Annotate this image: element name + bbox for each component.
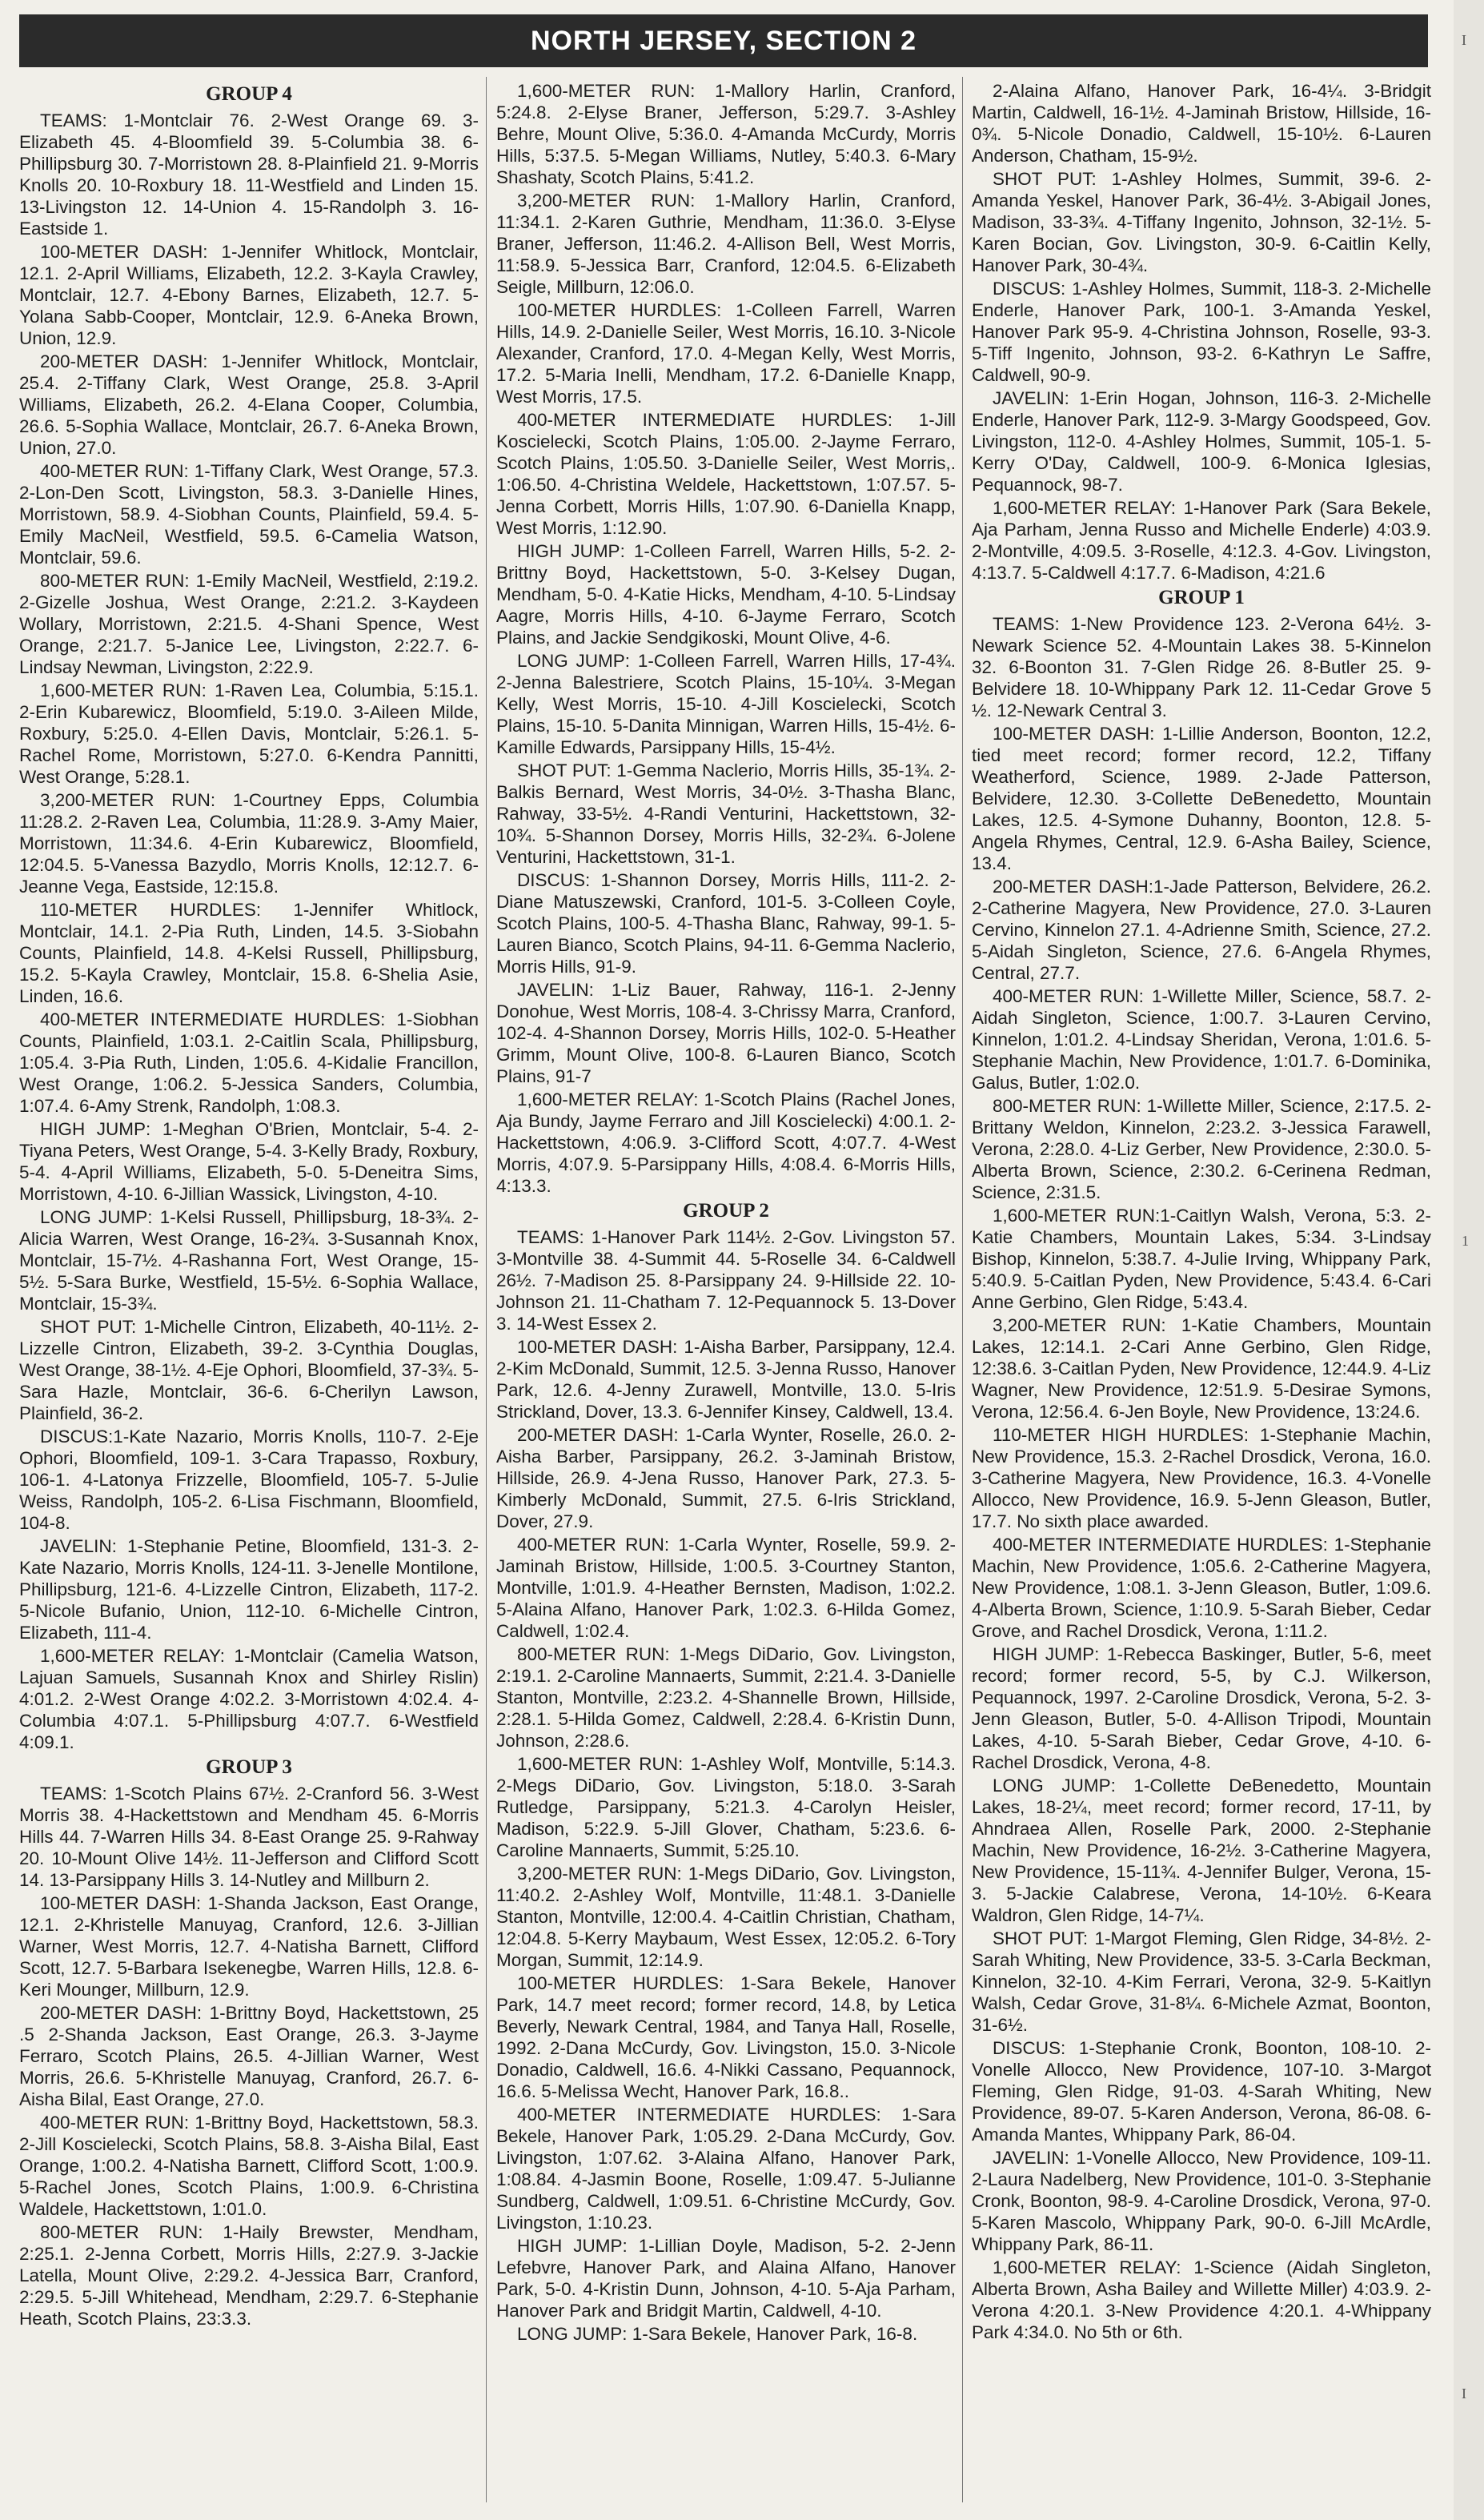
- event-result-paragraph: 100-METER DASH: 1-Aisha Barber, Parsippany, 12.4. 2-Kim McDonald, Summit, 12.5. 3-Jenna Russo, Hanover Park, 12.6. 4-Jenny Zurawell, Montville, 13.0. 5-Iris Strickland, Dover, 13.3. 6-Jennifer Kinsey, Caldwell, 13.4.: [496, 1337, 956, 1422]
- event-result-paragraph: LONG JUMP: 1-Colleen Farrell, Warren Hills, 17-4¾. 2-Jenna Balestriere, Scotch Plains, 15-10¼. 3-Megan Kelly, West Morris, 15-10. 4-Jill Koscielecki, Scotch Plains, 15-10. 5-Danita Minnigan, Warren Hills, 15-4½. 6-Kamille Edwards, Parsippany Hills, 15-4½.: [496, 651, 956, 757]
- results-column-1: [19, 80, 479, 2331]
- event-result-paragraph: TEAMS: 1-Scotch Plains 67½. 2-Cranford 56. 3-West Morris 38. 4-Hackettstown and Mendham 45. 6-Morris Hills 44. 7-Warren Hills 34. 8-East Orange 25. 9-Rahway 20. 10-Mount Olive 14½. 11-Jefferson and Clifford Scott 14. 13-Parsippany Hills 3. 14-Nutley and Millburn 2.: [19, 1784, 479, 1890]
- edge-mark: I: [1462, 32, 1466, 48]
- event-result-paragraph: 100-METER DASH: 1-Shanda Jackson, East Orange, 12.1. 2-Khristelle Manuyag, Cranford, 12.6. 3-Jillian Warner, West Morris, 12.7. 4-Natisha Barnett, Clifford Scott, 12.7. 5-Barbara Isekenegbe, Warren Hills, 12.8. 6-Keri Mounger, Millburn, 12.9.: [19, 1893, 479, 2000]
- event-result-paragraph: 110-METER HIGH HURDLES: 1-Stephanie Machin, New Providence, 15.3. 2-Rachel Drosdick, Verona, 16.0. 3-Catherine Magyera, New Providence, 16.3. 4-Vonelle Allocco, New Providence, 16.9. 5-Jenn Gleason, Butler, 17.7. No sixth place awarded.: [972, 1425, 1431, 1531]
- event-result-paragraph: 400-METER RUN: 1-Brittny Boyd, Hackettstown, 58.3. 2-Jill Koscielecki, Scotch Plains, 58.8. 3-Aisha Bilal, East Orange, 1:00.2. 4-Natisha Barnett, Clifford Scott, 1:00.9. 5-Rachel Jones, Scotch Plains, 1:00.9. 6-Christina Waldele, Hackettstown, 1:01.0.: [19, 2113, 479, 2219]
- event-result-paragraph: HIGH JUMP: 1-Rebecca Baskinger, Butler, 5-6, meet record; former record, 5-5, by C.J. Wilkerson, Pequannock, 1997. 2-Caroline Drosdick, Verona, 5-2. 3-Jenn Gleason, Butler, 5-0. 4-Allison Tripodi, Mountain Lakes, 4-10. 5-Sarah Bieber, Cedar Grove, 4-10. 6-Rachel Drosdick, Verona, 4-8.: [972, 1644, 1431, 1772]
- adjacent-page-edge: [1454, 0, 1484, 2520]
- event-result-paragraph: 3,200-METER RUN: 1-Megs DiDario, Gov. Livingston, 11:40.2. 2-Ashley Wolf, Montville, 11:48.1. 3-Danielle Stanton, Montville, 12:00.4. 4-Caitlin Christian, Chatham, 12:04.8. 5-Kerry Maybaum, West Essex, 12:05.2. 6-Tory Morgan, Summit, 12:14.9.: [496, 1864, 956, 1970]
- event-result-paragraph: 100-METER DASH: 1-Jennifer Whitlock, Montclair, 12.1. 2-April Williams, Elizabeth, 12.2. 3-Kayla Crawley, Montclair, 12.7. 4-Ebony Barnes, Elizabeth, 12.7. 5-Yolana Sabb-Cooper, Montclair, 12.9. 6-Aneka Brown, Union, 12.9.: [19, 242, 479, 348]
- event-result-paragraph: 1,600-METER RELAY: 1-Hanover Park (Sara Bekele, Aja Parham, Jenna Russo and Michelle Enderle) 4:03.9. 2-Montville, 4:09.5. 3-Roselle, 4:12.3. 4-Gov. Livingston, 4:13.7. 5-Caldwell 4:17.7. 6-Madison, 4:21.6: [972, 498, 1431, 583]
- event-result-paragraph: 200-METER DASH: 1-Carla Wynter, Roselle, 26.0. 2-Aisha Barber, Parsippany, 26.2. 3-Jaminah Bristow, Hillside, 26.9. 4-Jena Russo, Hanover Park, 27.3. 5-Kimberly McDonald, Summit, 27.5. 6-Iris Strickland, Dover, 27.9.: [496, 1425, 956, 1531]
- event-result-paragraph: 3,200-METER RUN: 1-Courtney Epps, Columbia 11:28.2. 2-Raven Lea, Columbia, 11:28.9. 3-Amy Maier, Morristown, 11:34.6. 4-Erin Kubarewicz, Bloomfield, 12:04.5. 5-Vanessa Bazydlo, Morris Knolls, 12:12.7. 6-Jeanne Vega, Eastside, 12:15.8.: [19, 790, 479, 897]
- edge-mark: 1: [1462, 1233, 1469, 1249]
- event-result-paragraph: 100-METER DASH: 1-Lillie Anderson, Boonton, 12.2, tied meet record; former record, 12.2, Tiffany Weatherford, Science, 1989. 2-Jade Patterson, Belvidere, 12.30. 3-Collette DeBenedetto, Mountain Lakes, 12.5. 4-Symone Duhanny, Boonton, 12.8. 5-Angela Rhymes, Central, 12.9. 6-Asha Bailey, Science, 13.4.: [972, 724, 1431, 873]
- event-result-paragraph: JAVELIN: 1-Stephanie Petine, Bloomfield, 131-3. 2-Kate Nazario, Morris Knolls, 124-11. 3-Jenelle Montilone, Phillipsburg, 121-6. 4-Lizzelle Cintron, Elizabeth, 117-2. 5-Nicole Bufanio, Union, 112-10. 6-Michelle Cintron, Elizabeth, 111-4.: [19, 1536, 479, 1643]
- event-result-paragraph: 1,600-METER RUN:1-Caitlyn Walsh, Verona, 5:3. 2-Katie Chambers, Mountain Lakes, 5:34. 3-Lindsay Bishop, Kinnelon, 5:38.7. 4-Julie Irving, Whippany Park, 5:40.9. 5-Caitlan Pyden, New Providence, 5:43.4. 6-Cari Anne Gerbino, Glen Ridge, 5:43.4.: [972, 1206, 1431, 1312]
- group-heading: GROUP 4: [206, 83, 292, 105]
- event-result-paragraph: 200-METER DASH: 1-Jennifer Whitlock, Montclair, 25.4. 2-Tiffany Clark, West Orange, 25.8. 3-April Williams, Elizabeth, 26.2. 4-Elana Cooper, Columbia, 26.6. 5-Sophia Wallace, Montclair, 26.7. 6-Aneka Brown, Union, 27.0.: [19, 351, 479, 458]
- event-result-paragraph: HIGH JUMP: 1-Colleen Farrell, Warren Hills, 5-2. 2-Brittny Boyd, Hackettstown, 5-0. 3-Kelsey Dugan, Mendham, 5-0. 4-Katie Hicks, Mendham, 4-10. 5-Lindsay Aagre, Morris Hills, 4-10. 6-Jayme Ferraro, Scotch Plains, and Jackie Sendgikoski, Mount Olive, 4-6.: [496, 541, 956, 648]
- event-result-paragraph: 1,600-METER RELAY: 1-Scotch Plains (Rachel Jones, Aja Bundy, Jayme Ferraro and Jill Koscielecki) 4:00.1. 2-Hackettstown, 4:06.9. 3-Clifford Scott, 4:07.7. 4-West Morris, 4:07.9. 5-Parsippany Hills, 4:08.4. 6-Morris Hills, 4:13.3.: [496, 1089, 956, 1196]
- event-result-paragraph: 1,600-METER RUN: 1-Raven Lea, Columbia, 5:15.1. 2-Erin Kubarewicz, Bloomfield, 5:19.0. 3-Aileen Milde, Roxbury, 5:25.0. 4-Ellen Davis, Montclair, 5:26.1. 5-Rachel Rome, Morristown, 5:27.0. 6-Kendra Pannitti, West Orange, 5:28.1.: [19, 680, 479, 787]
- event-result-paragraph: 400-METER RUN: 1-Carla Wynter, Roselle, 59.9. 2-Jaminah Bristow, Hillside, 1:00.5. 3-Courtney Stanton, Montville, 1:01.9. 4-Heather Bernsten, Madison, 1:02.2. 5-Alaina Alfano, Hanover Park, 1:02.3. 6-Hilda Gomez, Caldwell, 1:02.4.: [496, 1535, 956, 1641]
- event-result-paragraph: 800-METER RUN: 1-Emily MacNeil, Westfield, 2:19.2. 2-Gizelle Joshua, West Orange, 2:21.2. 3-Kaydeen Wollary, Morristown, 2:21.5. 4-Shani Spence, West Orange, 2:21.7. 5-Janice Lee, Livingston, 2:22.7. 6-Lindsay Newman, Livingston, 2:22.9.: [19, 571, 479, 677]
- event-result-paragraph: LONG JUMP: 1-Collette DeBenedetto, Mountain Lakes, 18-2¼, meet record; former record, 17-11, by Ahndraea Allen, Roselle Park, 2000. 2-Stephanie Machin, New Providence, 16-2½. 3-Catherine Magyera, New Providence, 15-11¾. 4-Jennifer Bulger, Verona, 15-3. 5-Jackie Calabrese, Verona, 14-10½. 6-Keara Waldron, Glen Ridge, 14-7¼.: [972, 1776, 1431, 1925]
- event-result-paragraph: JAVELIN: 1-Liz Bauer, Rahway, 116-1. 2-Jenny Donohue, West Morris, 108-4. 3-Chrissy Marra, Cranford, 102-4. 4-Shannon Dorsey, Morris Hills, 102-0. 5-Heather Grimm, Mount Olive, 100-8. 6-Lauren Bianco, Scotch Plains, 91-7: [496, 980, 956, 1086]
- event-result-paragraph: 1,600-METER RELAY: 1-Montclair (Camelia Watson, Lajuan Samuels, Susannah Knox and Shirley Rislin) 4:01.2. 2-West Orange 4:02.2. 3-Morristown 4:02.4. 4-Columbia 4:07.1. 5-Phillipsburg 4:07.7. 6-Westfield 4:09.1.: [19, 1646, 479, 1752]
- event-result-paragraph: 400-METER RUN: 1-Tiffany Clark, West Orange, 57.3. 2-Lon-Den Scott, Livingston, 58.3. 3-Danielle Hines, Morristown, 58.9. 4-Siobhan Counts, Plainfield, 59.4. 5-Emily MacNeil, Westfield, 59.5. 6-Camelia Watson, Montclair, 59.6.: [19, 461, 479, 568]
- event-result-paragraph: 100-METER HURDLES: 1-Sara Bekele, Hanover Park, 14.7 meet record; former record, 14.8, by Letica Beverly, Newark Central, 1984, and Tanya Hall, Roselle, 1992. 2-Dana McCurdy, Gov. Livingston, 15.0. 3-Nicole Donadio, Caldwell, 16.6. 4-Nikki Cassano, Pequannock, 16.6. 5-Melissa Wecht, Hanover Park, 16.8..: [496, 1973, 956, 2101]
- event-result-paragraph: DISCUS:1-Kate Nazario, Morris Knolls, 110-7. 2-Eje Ophori, Bloomfield, 109-1. 3-Cara Trapasso, Roxbury, 106-1. 4-Latonya Frizzelle, Bloomfield, 105-7. 5-Julie Weiss, Randolph, 105-2. 6-Lisa Fischmann, Bloomfield, 104-8.: [19, 1427, 479, 1533]
- event-result-paragraph: DISCUS: 1-Ashley Holmes, Summit, 118-3. 2-Michelle Enderle, Hanover Park, 100-1. 3-Amanda Yeskel, Hanover Park 95-9. 4-Christina Johnson, Roselle, 93-3. 5-Tiff Ingenito, Johnson, 93-2. 6-Kathryn Le Saffre, Caldwell, 90-9.: [972, 279, 1431, 385]
- event-result-paragraph: 400-METER INTERMEDIATE HURDLES: 1-Jill Koscielecki, Scotch Plains, 1:05.00. 2-Jayme Ferraro, Scotch Plains, 1:05.50. 3-Danielle Seiler, West Morris,. 1:06.50. 4-Christina Weldele, Hackettstown, 1:07.57. 5-Jenna Corbett, Morris Hills, 1:07.90. 6-Daniella Knapp, West Morris, 1:12.90.: [496, 410, 956, 538]
- event-result-paragraph: 3,200-METER RUN: 1-Mallory Harlin, Cranford, 11:34.1. 2-Karen Guthrie, Mendham, 11:36.0. 3-Elyse Braner, Jefferson, 11:46.2. 4-Allison Bell, West Morris, 11:58.9. 5-Jessica Barr, Cranford, 12:04.5. 6-Elizabeth Seigle, Millburn, 12:06.0.: [496, 191, 956, 297]
- event-result-paragraph: LONG JUMP: 1-Kelsi Russell, Phillipsburg, 18-3¾. 2-Alicia Warren, West Orange, 16-2¾. 3-Susannah Knox, Montclair, 15-7½. 4-Rashanna Fort, West Orange, 15-5½. 5-Sara Burke, Westfield, 15-5½. 6-Sophia Wallace, Montclair, 15-3¾.: [19, 1207, 479, 1314]
- group-heading: GROUP 2: [683, 1200, 769, 1222]
- event-result-paragraph: JAVELIN: 1-Erin Hogan, Johnson, 116-3. 2-Michelle Enderle, Hanover Park, 112-9. 3-Margy Goodspeed, Gov. Livingston, 112-0. 4-Ashley Holmes, Summit, 105-1. 5-Kerry O'Day, Caldwell, 100-9. 6-Monica Iglesias, Pequannock, 98-7.: [972, 388, 1431, 495]
- event-result-paragraph: 800-METER RUN: 1-Haily Brewster, Mendham, 2:25.1. 2-Jenna Corbett, Morris Hills, 2:27.9. 3-Jackie Latella, Mount Olive, 2:29.2. 4-Jessica Barr, Cranford, 2:29.5. 5-Jill Whitehead, Mendham, 2:29.7. 6-Stephanie Heath, Scotch Plains, 23:3.3.: [19, 2222, 479, 2329]
- event-result-paragraph: 200-METER DASH:1-Jade Patterson, Belvidere, 26.2. 2-Catherine Magyera, New Providence, 27.0. 3-Lauren Cervino, Kinnelon 27.1. 4-Adrienne Smith, Science, 27.2. 5-Aidah Singleton, Science, 27.6. 6-Angela Rhymes, Central, 27.7.: [972, 877, 1431, 983]
- event-result-paragraph: 400-METER RUN: 1-Willette Miller, Science, 58.7. 2-Aidah Singleton, Science, 1:00.7. 3-Lauren Cervino, Kinnelon, 1:01.2. 4-Lindsay Sheridan, Verona, 1:01.6. 5-Stephanie Machin, New Providence, 1:01.7. 6-Dominika, Galus, Butler, 1:02.0.: [972, 986, 1431, 1093]
- event-result-paragraph: DISCUS: 1-Shannon Dorsey, Morris Hills, 111-2. 2-Diane Matuszewski, Cranford, 101-5. 3-Colleen Coyle, Scotch Plains, 100-5. 4-Thasha Blanc, Rahway, 99-1. 5-Lauren Bianco, Scotch Plains, 94-11. 6-Gemma Naclerio, Morris Hills, 91-9.: [496, 870, 956, 977]
- event-result-paragraph: SHOT PUT: 1-Michelle Cintron, Elizabeth, 40-11½. 2-Lizzelle Cintron, Elizabeth, 39-2. 3-Cynthia Douglas, West Orange, 38-1½. 4-Eje Ophori, Bloomfield, 37-3¾. 5-Sara Hazle, Montclair, 36-6. 6-Cherilyn Lawson, Plainfield, 36-2.: [19, 1317, 479, 1423]
- event-result-paragraph: TEAMS: 1-Montclair 76. 2-West Orange 69. 3-Elizabeth 45. 4-Bloomfield 39. 5-Columbia 38. 6-Phillipsburg 30. 7-Morristown 28. 8-Plainfield 21. 9-Morris Knolls 20. 10-Roxbury 18. 11-Westfield and Linden 15. 13-Livingston 12. 14-Union 4. 15-Randolph 3. 16-Eastside 1.: [19, 110, 479, 239]
- edge-mark: I: [1462, 2386, 1466, 2402]
- group-heading: GROUP 1: [1158, 587, 1245, 608]
- event-result-paragraph: 800-METER RUN: 1-Willette Miller, Science, 2:17.5. 2-Brittany Weldon, Kinnelon, 2:23.2. 3-Jessica Farawell, Verona, 2:28.0. 4-Liz Gerber, New Providence, 2:30.0. 5-Alberta Brown, Science, 2:30.2. 6-Cerinena Redman, Science, 2:31.5.: [972, 1096, 1431, 1202]
- event-result-paragraph: 1,600-METER RELAY: 1-Science (Aidah Singleton, Alberta Brown, Asha Bailey and Willette Miller) 4:03.9. 2-Verona 4:20.1. 3-New Providence 4:20.1. 4-Whippany Park 4:34.0. No 5th or 6th.: [972, 2257, 1431, 2342]
- event-result-paragraph: SHOT PUT: 1-Ashley Holmes, Summit, 39-6. 2-Amanda Yeskel, Hanover Park, 36-4½. 3-Abigail Jones, Madison, 33-3¾. 4-Tiffany Ingenito, Johnson, 32-1½. 5-Karen Bocian, Gov. Livingston, 30-9. 6-Caitlin Kelly, Hanover Park, 30-4¾.: [972, 169, 1431, 275]
- event-result-paragraph: TEAMS: 1-New Providence 123. 2-Verona 64½. 3-Newark Science 52. 4-Mountain Lakes 38. 5-Kinnelon 32. 6-Boonton 31. 7-Glen Ridge 26. 8-Butler 25. 9-Belvidere 18. 10-Whippany Park 12. 11-Cedar Grove 5 ½. 12-Newark Central 3.: [972, 614, 1431, 720]
- event-result-paragraph: HIGH JUMP: 1-Lillian Doyle, Madison, 5-2. 2-Jenn Lefebvre, Hanover Park, and Alaina Alfano, Hanover Park, 5-0. 4-Kristin Dunn, Johnson, 4-10. 5-Aja Parham, Hanover Park and Bridgit Martin, Caldwell, 4-10.: [496, 2236, 956, 2321]
- section-title: NORTH JERSEY, SECTION 2: [530, 25, 917, 56]
- event-result-paragraph: HIGH JUMP: 1-Meghan O'Brien, Montclair, 5-4. 2-Tiyana Peters, West Orange, 5-4. 3-Kelly Brady, Roxbury, 5-4. 4-April Williams, Elizabeth, 5-0. 5-Deneitra Sims, Morristown, 4-10. 6-Jillian Wassick, Livingston, 4-10.: [19, 1119, 479, 1204]
- event-result-paragraph: LONG JUMP: 1-Sara Bekele, Hanover Park, 16-8.: [517, 2324, 918, 2344]
- column-divider: [486, 77, 487, 2502]
- event-result-paragraph: JAVELIN: 1-Vonelle Allocco, New Providence, 109-11. 2-Laura Nadelberg, New Providence, 101-0. 3-Stephanie Cronk, Boonton, 98-9. 4-Caroline Drosdick, Verona, 97-0. 5-Karen Mascolo, Whippany Park, 90-0. 6-Jill McArdle, Whippany Park, 86-11.: [972, 2148, 1431, 2254]
- event-result-paragraph: 110-METER HURDLES: 1-Jennifer Whitlock, Montclair, 14.1. 2-Pia Ruth, Linden, 14.5. 3-Siobahn Counts, Plainfield, 14.8. 4-Kelsi Russell, Phillipsburg, 15.2. 5-Kayla Crawley, Montclair, 15.8. 6-Shelia Asie, Linden, 16.6.: [19, 900, 479, 1006]
- section-banner: [19, 14, 1428, 67]
- column-divider: [962, 77, 963, 2502]
- event-result-paragraph: 1,600-METER RUN: 1-Ashley Wolf, Montville, 5:14.3. 2-Megs DiDario, Gov. Livingston, 5:18.0. 3-Sarah Rutledge, Parsippany, 5:21.3. 4-Carolyn Heisler, Madison, 5:22.9. 5-Jill Glover, Chatham, 5:23.6. 6-Caroline Mannaerts, Summit, 5:25.10.: [496, 1754, 956, 1860]
- event-result-paragraph: 400-METER INTERMEDIATE HURDLES: 1-Sara Bekele, Hanover Park, 1:05.29. 2-Dana McCurdy, Gov. Livingston, 1:07.62. 3-Alaina Alfano, Hanover Park, 1:08.84. 4-Jasmin Boone, Roselle, 1:09.47. 5-Julianne Sundberg, Caldwell, 1:09.51. 6-Christine McCurdy, Gov. Livingston, 1:10.23.: [496, 2105, 956, 2233]
- event-result-paragraph: DISCUS: 1-Stephanie Cronk, Boonton, 108-10. 2-Vonelle Allocco, New Providence, 107-10. 3-Margot Fleming, Glen Ridge, 91-03. 4-Sarah Whiting, New Providence, 89-07. 5-Karen Anderson, Verona, 86-08. 6-Amanda Mantes, Whippany Park, 86-04.: [972, 2038, 1431, 2145]
- results-column-3: [972, 80, 1431, 2345]
- event-result-paragraph: 2-Alaina Alfano, Hanover Park, 16-4¼. 3-Bridgit Martin, Caldwell, 16-1½. 4-Jaminah Bristow, Hillside, 16-0¾. 5-Nicole Donadio, Caldwell, 15-10½. 6-Lauren Anderson, Chatham, 15-9½.: [972, 81, 1431, 166]
- event-result-paragraph: 1,600-METER RUN: 1-Mallory Harlin, Cranford, 5:24.8. 2-Elyse Braner, Jefferson, 5:29.7. 3-Ashley Behre, Mount Olive, 5:36.0. 4-Amanda McCurdy, Morris Hills, 5:37.5. 5-Megan Williams, Nutley, 5:40.3. 6-Mary Shashaty, Scotch Plains, 5:41.2.: [496, 81, 956, 187]
- event-result-paragraph: TEAMS: 1-Hanover Park 114½. 2-Gov. Livingston 57. 3-Montville 38. 4-Summit 44. 5-Roselle 34. 6-Caldwell 26½. 7-Madison 25. 8-Parsippany 24. 9-Hillside 22. 10-Johnson 21. 11-Chatham 7. 12-Pequannock 5. 13-Dover 3. 14-West Essex 2.: [496, 1227, 956, 1334]
- event-result-paragraph: 800-METER RUN: 1-Megs DiDario, Gov. Livingston, 2:19.1. 2-Caroline Mannaerts, Summit, 2:21.4. 3-Danielle Stanton, Montville, 2:23.2. 4-Shannelle Brown, Hillside, 2:28.1. 5-Hilda Gomez, Caldwell, 2:28.4. 6-Kristin Dunn, Johnson, 2:28.6.: [496, 1644, 956, 1751]
- event-result-paragraph: SHOT PUT: 1-Margot Fleming, Glen Ridge, 34-8½. 2-Sarah Whiting, New Providence, 33-5. 3-Carla Beckman, Kinnelon, 32-10. 4-Kim Ferrari, Verona, 32-9. 5-Kaitlyn Walsh, Cedar Grove, 31-8¼. 6-Michele Azmat, Boonton, 31-6½.: [972, 1928, 1431, 2035]
- event-result-paragraph: 100-METER HURDLES: 1-Colleen Farrell, Warren Hills, 14.9. 2-Danielle Seiler, West Morris, 16.10. 3-Nicole Alexander, Cranford, 17.0. 4-Megan Kelly, West Morris, 17.2. 5-Maria Inelli, Mendham, 17.2. 6-Danielle Knapp, West Morris, 17.5.: [496, 300, 956, 407]
- event-result-paragraph: 400-METER INTERMEDIATE HURDLES: 1-Siobhan Counts, Plainfield, 1:03.1. 2-Caitlin Scala, Phillipsburg, 1:05.4. 3-Pia Ruth, Linden, 1:05.6. 4-Kidalie Francillon, West Orange, 1:06.2. 5-Jessica Sanders, Columbia, 1:07.4. 6-Amy Strenk, Randolph, 1:08.3.: [19, 1009, 479, 1116]
- event-result-paragraph: 400-METER INTERMEDIATE HURDLES: 1-Stephanie Machin, New Providence, 1:05.6. 2-Catherine Magyera, New Providence, 1:08.1. 3-Jenn Gleason, Butler, 1:09.6. 4-Alberta Brown, Science, 1:10.9. 5-Sarah Bieber, Cedar Grove, and Rachel Drosdick, Verona, 1:11.2.: [972, 1535, 1431, 1641]
- results-column-2: [496, 80, 956, 2346]
- event-result-paragraph: 200-METER DASH: 1-Brittny Boyd, Hackettstown, 25 .5 2-Shanda Jackson, East Orange, 26.3. 3-Jayme Ferraro, Scotch Plains, 26.5. 4-Jillian Warner, West Morris, 26.6. 5-Khristelle Manuyag, Cranford, 26.7. 6-Aisha Bilal, East Orange, 27.0.: [19, 2003, 479, 2109]
- event-result-paragraph: 3,200-METER RUN: 1-Katie Chambers, Mountain Lakes, 12:14.1. 2-Cari Anne Gerbino, Glen Ridge, 12:38.6. 3-Caitlan Pyden, New Providence, 12:44.9. 4-Liz Wagner, New Providence, 12:51.9. 5-Desirae Symons, Verona, 12:56.4. 6-Jen Boyle, New Providence, 13:24.6.: [972, 1315, 1431, 1422]
- group-heading: GROUP 3: [206, 1756, 292, 1778]
- event-result-paragraph: SHOT PUT: 1-Gemma Naclerio, Morris Hills, 35-1¾. 2-Balkis Bernard, West Morris, 34-0½. 3-Thasha Blanc, Rahway, 33-5½. 4-Randi Venturini, Hackettstown, 32-10¾. 5-Shannon Dorsey, Morris Hills, 32-2¾. 6-Jolene Venturini, Hackettstown, 31-1.: [496, 760, 956, 867]
